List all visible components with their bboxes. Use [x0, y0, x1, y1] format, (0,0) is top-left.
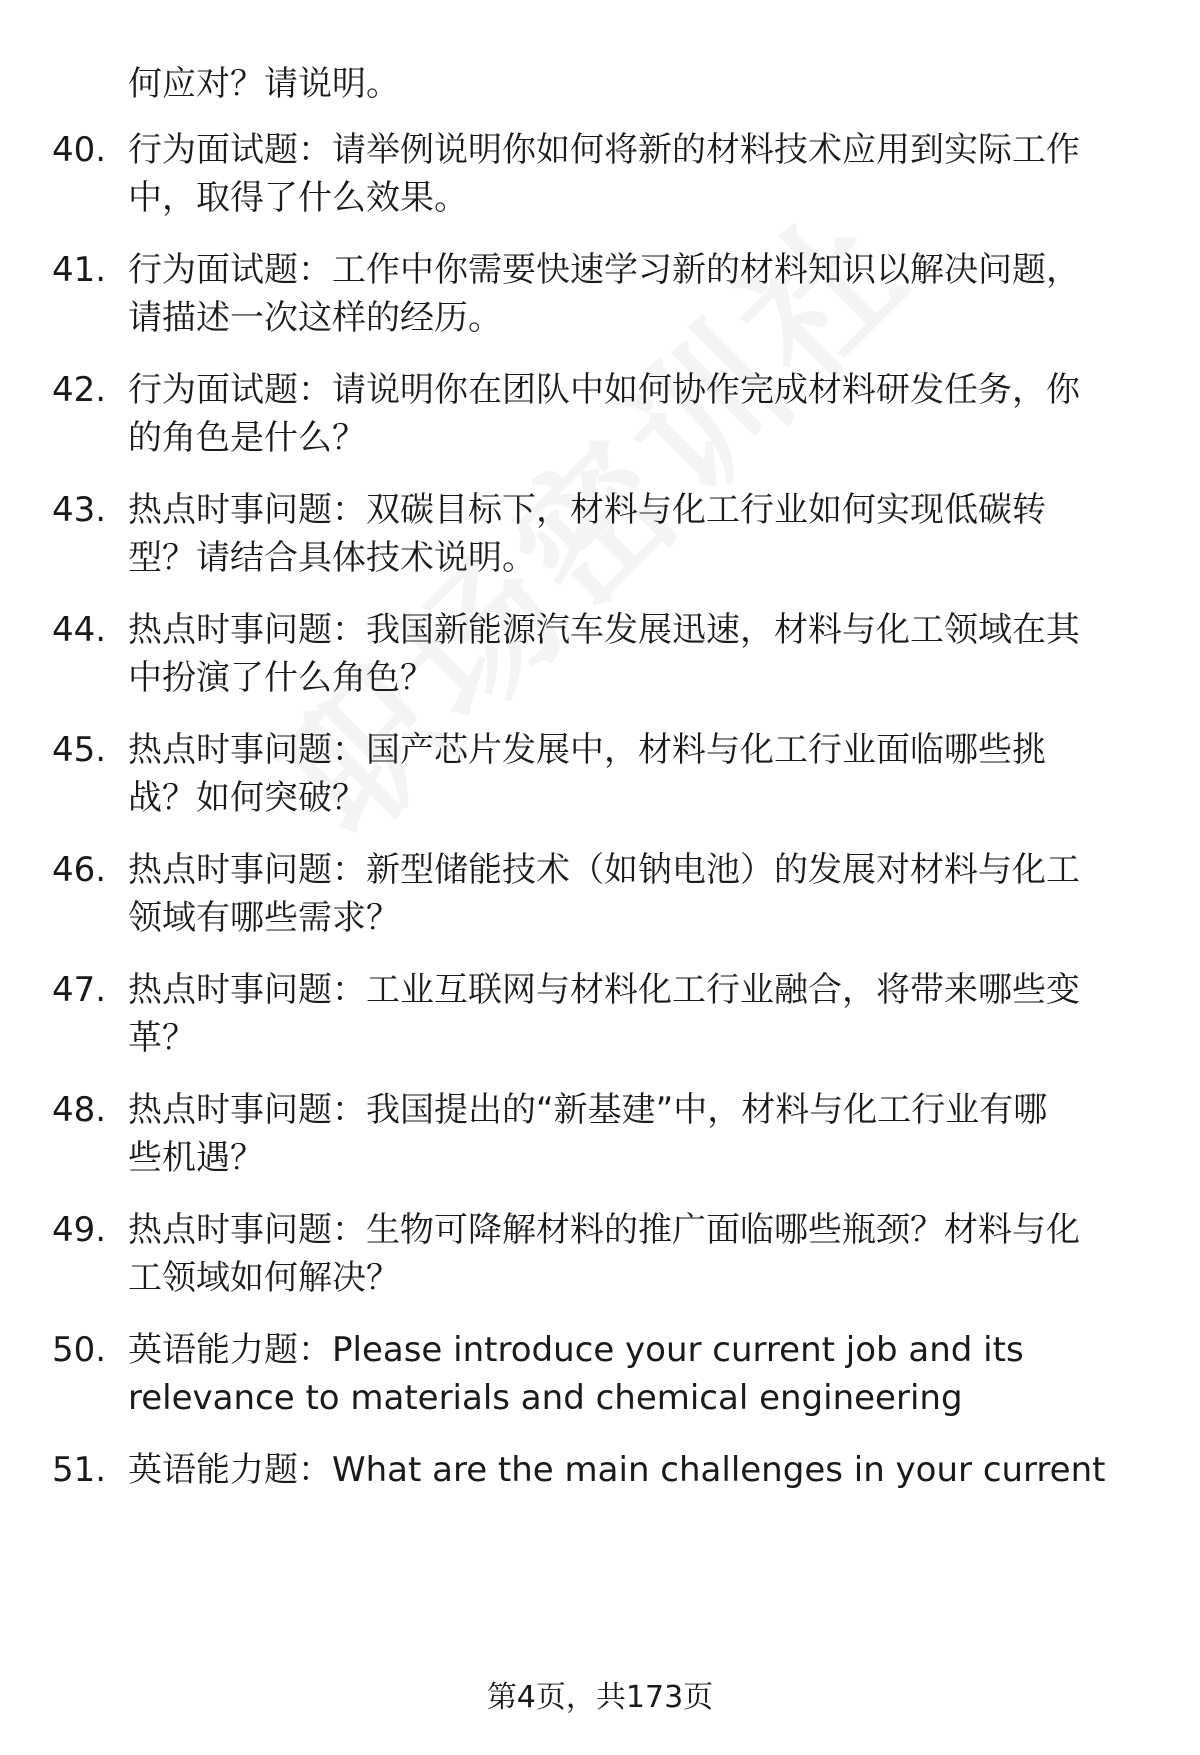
- item-text: [128, 246, 1152, 342]
- item-text: [128, 606, 1152, 702]
- item-line: 热点时事问题：双碳目标下，材料与化工行业如何实现低碳转: [128, 490, 1046, 530]
- item-number: 41.: [52, 250, 107, 290]
- item-line: 热点时事问题：我国提出的“新基建”中，材料与化工行业有哪: [128, 1090, 1048, 1130]
- list-item-42: [52, 366, 1152, 462]
- item-text: [128, 846, 1152, 942]
- list-item-49: [52, 1206, 1152, 1302]
- item-number: 46.: [52, 850, 107, 890]
- item-line: 中扮演了什么角色？: [128, 658, 434, 698]
- list-item-44: [52, 606, 1152, 702]
- list-item-45: [52, 726, 1152, 822]
- list-item-48: [52, 1086, 1152, 1182]
- item-text: [128, 966, 1152, 1062]
- item-line: 行为面试题：请举例说明你如何将新的材料技术应用到实际工作: [128, 130, 1080, 170]
- item-line: 的角色是什么？: [128, 418, 366, 458]
- item-number: 44.: [52, 610, 107, 650]
- item-number: 42.: [52, 370, 107, 410]
- item-number: 47.: [52, 970, 107, 1010]
- item-text: [128, 1326, 1152, 1422]
- item-line: 工领域如何解决？: [128, 1258, 400, 1298]
- list-item-47: [52, 966, 1152, 1062]
- item-text: [128, 486, 1152, 582]
- item-line: 热点时事问题：新型储能技术（如钠电池）的发展对材料与化工: [128, 850, 1080, 890]
- list-item-51: [52, 1446, 1152, 1494]
- item-line: 战？如何突破？: [128, 778, 366, 818]
- item-line: 热点时事问题：我国新能源汽车发展迅速，材料与化工领域在其: [128, 610, 1080, 650]
- item-line: 型？请结合具体技术说明。: [128, 538, 536, 578]
- item-text: [128, 366, 1152, 462]
- item-number: 45.: [52, 730, 107, 770]
- item-line: 热点时事问题：国产芯片发展中，材料与化工行业面临哪些挑: [128, 730, 1046, 770]
- item-line: 行为面试题：工作中你需要快速学习新的材料知识以解决问题，: [128, 250, 1080, 290]
- list-item-43: [52, 486, 1152, 582]
- page-footer: 第4页，共173页: [486, 1680, 714, 1715]
- list-item-41: [52, 246, 1152, 342]
- item-number: 43.: [52, 490, 107, 530]
- item-text: [128, 726, 1152, 822]
- item-line: 英语能力题：What are the main challenges in your current: [128, 1450, 1106, 1490]
- item-number: 50.: [52, 1330, 107, 1370]
- item-number: 51.: [52, 1450, 107, 1490]
- continuation-text: 何应对？请说明。: [128, 64, 400, 104]
- item-line: relevance to materials and chemical engineering: [128, 1378, 963, 1418]
- list-item-46: [52, 846, 1152, 942]
- item-line: 行为面试题：请说明你在团队中如何协作完成材料研发任务，你: [128, 370, 1080, 410]
- item-number: 48.: [52, 1090, 107, 1130]
- item-number: 40.: [52, 130, 107, 170]
- item-line: 热点时事问题：工业互联网与材料化工行业融合，将带来哪些变: [128, 970, 1080, 1010]
- item-text: [128, 1446, 1152, 1494]
- item-text: [128, 1206, 1152, 1302]
- item-line: 热点时事问题：生物可降解材料的推广面临哪些瓶颈？材料与化: [128, 1210, 1080, 1250]
- list-item-40: [52, 126, 1152, 222]
- item-line: 领域有哪些需求？: [128, 898, 400, 938]
- item-line: 些机遇？: [128, 1138, 264, 1178]
- item-text: [128, 126, 1152, 222]
- item-text: [128, 1086, 1152, 1182]
- list-item-50: [52, 1326, 1152, 1422]
- item-line: 英语能力题：Please introduce your current job and its: [128, 1330, 1024, 1370]
- item-line: 请描述一次这样的经历。: [128, 298, 502, 338]
- item-line: 中，取得了什么效果。: [128, 178, 468, 218]
- item-line: 革？: [128, 1018, 196, 1058]
- item-number: 49.: [52, 1210, 107, 1250]
